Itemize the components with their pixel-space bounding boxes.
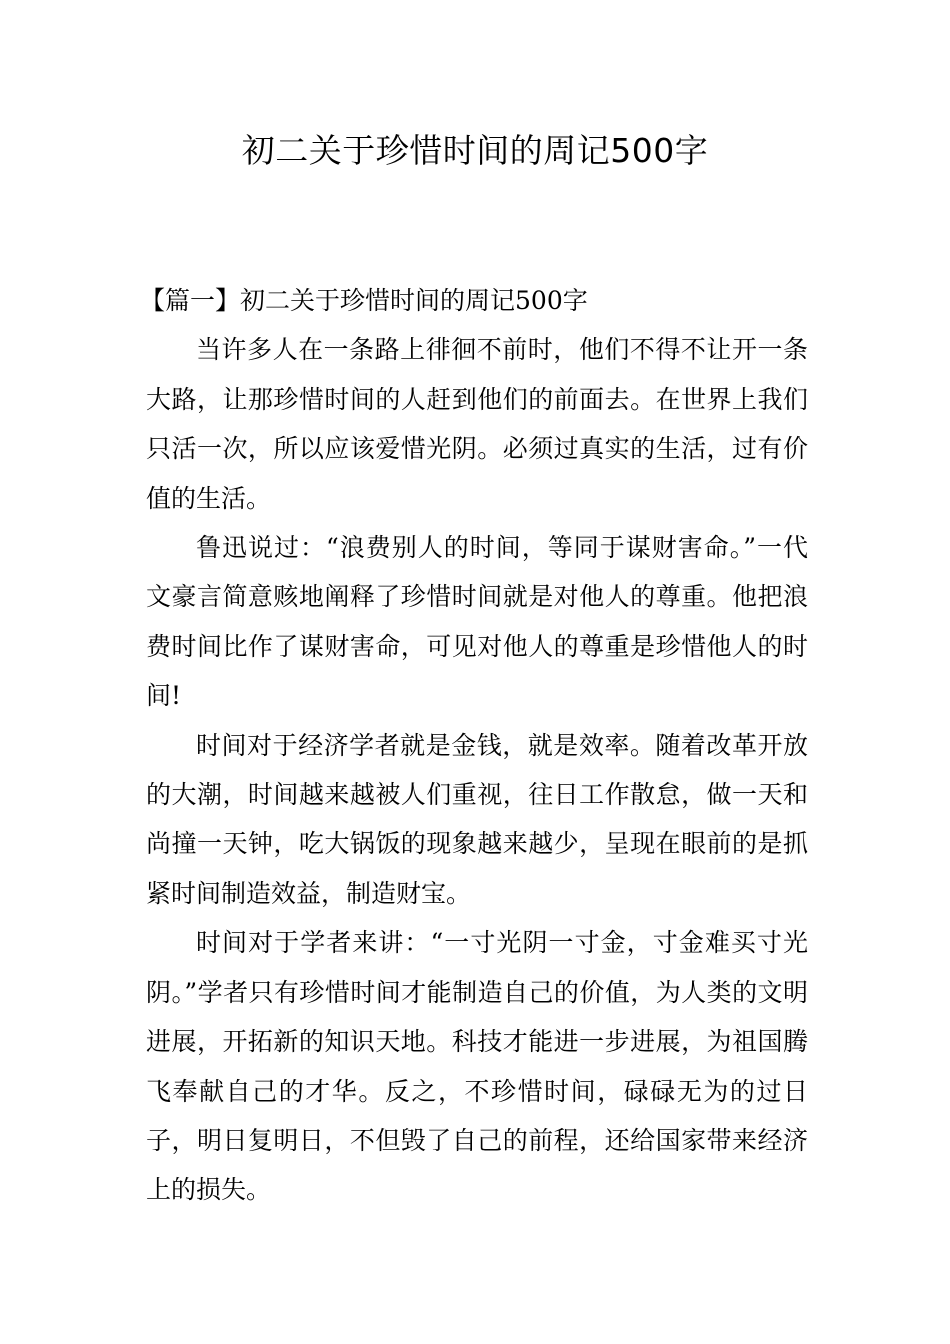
paragraph-1: 当许多人在一条路上徘徊不前时，他们不得不让开一条大路，让那珍惜时间的人赶到他们的前面去。在世界上我们只活一次，所以应该爱惜光阴。必须过真实的生活，过有价值的生活。	[146, 335, 808, 513]
section-heading: 【篇一】初二关于珍惜时间的周记500字	[140, 286, 588, 315]
paragraph-4: 时间对于学者来讲：“一寸光阴一寸金，寸金难买寸光阴。”学者只有珍惜时间才能制造自己的价值，为人类的文明进展，开拓新的知识天地。科技才能进一步进展，为祖国腾飞奉献自己的才华。反之，不珍惜时间，碌碌无为的过日子，明日复明日，不但毁了自己的前程，还给国家带来经济上的损失。	[146, 928, 808, 1205]
paragraph-2: 鲁迅说过：“浪费别人的时间，等同于谋财害命。”一代文豪言简意赅地阐释了珍惜时间就是对他人的尊重。他把浪费时间比作了谋财害命，可见对他人的尊重是珍惜他人的时间!	[146, 533, 808, 711]
document-body	[140, 276, 808, 1215]
document-title: 初二关于珍惜时间的周记500字	[241, 131, 709, 170]
paragraph-3: 时间对于经济学者就是金钱，就是效率。随着改革开放的大潮，时间越来越被人们重视，往日工作散怠，做一天和尚撞一天钟，吃大锅饭的现象越来越少，呈现在眼前的是抓紧时间制造效益，制造财宝。	[146, 730, 808, 908]
